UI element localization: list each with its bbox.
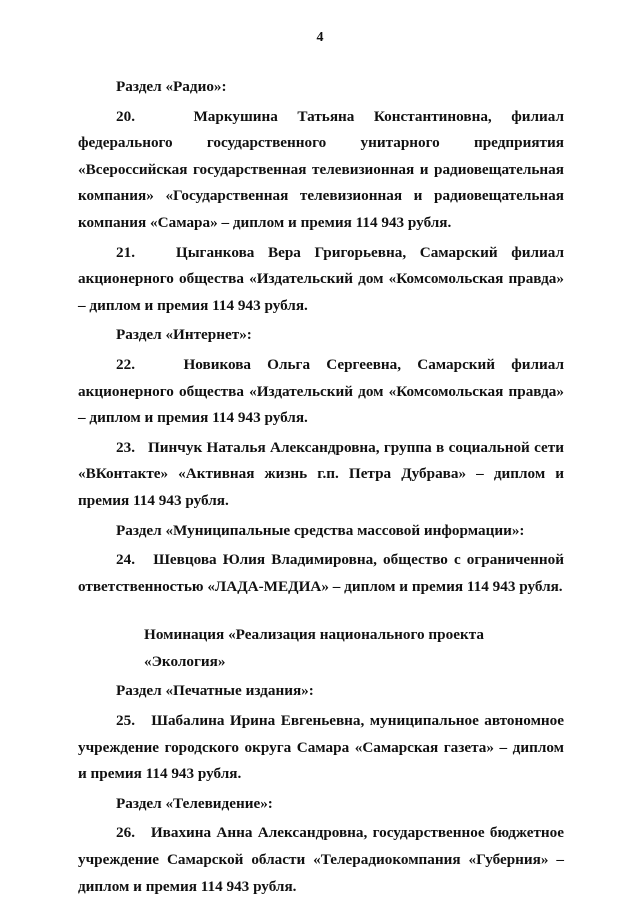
section-heading-municipal-media: Раздел «Муниципальные средства массовой информации»: (116, 521, 525, 539)
award-item-22: 22. Новикова Ольга Сергеевна, Самарский филиал акционерного общества «Издательский дом «Комсомольская правда» – диплом и премия 114 943 рубля. (78, 355, 564, 427)
award-item-20: 20. Маркушина Татьяна Константиновна, филиал федерального государственного унитарного предприятия «Всероссийская государственная телевизионная и радиовещательная компания» «Государственная телевизионная и радиовещательная компания «Самара» – диплом и премия 114 943 рубля. (78, 107, 564, 231)
document-body (78, 74, 564, 900)
section-heading-print: Раздел «Печатные издания»: (116, 682, 314, 700)
award-item-21: 21. Цыганкова Вера Григорьевна, Самарский филиал акционерного общества «Издательский дом «Комсомольская правда» – диплом и премия 114 943 рубля. (78, 243, 564, 314)
section-heading-television: Раздел «Телевидение»: (116, 794, 273, 812)
page-number: 4 (316, 30, 324, 45)
award-item-26: 26. Ивахина Анна Александровна, государственное бюджетное учреждение Самарской области «Телерадиокомпания «Губерния» – диплом и премия 114 943 рубля. (78, 824, 564, 895)
section-heading-internet: Раздел «Интернет»: (116, 326, 252, 344)
section-heading-radio: Раздел «Радио»: (116, 78, 227, 95)
award-item-25: 25. Шабалина Ирина Евгеньевна, муниципальное автономное учреждение городского округа Самара «Самарская газета» – диплом и премия 114 943 рубля. (78, 712, 564, 783)
nomination-heading-ecology: Номинация «Реализация национального проекта «Экология» (144, 626, 484, 670)
award-item-24: 24. Шевцова Юлия Владимировна, общество с ограниченной ответственностью «ЛАДА-МЕДИА» – диплом и премия 114 943 рубля. (78, 551, 564, 595)
award-item-23: 23. Пинчук Наталья Александровна, группа в социальной сети «ВКонтакте» «Активная жизнь г.п. Петра Дубрава» – диплом и премия 114 943 рубля. (78, 438, 564, 509)
